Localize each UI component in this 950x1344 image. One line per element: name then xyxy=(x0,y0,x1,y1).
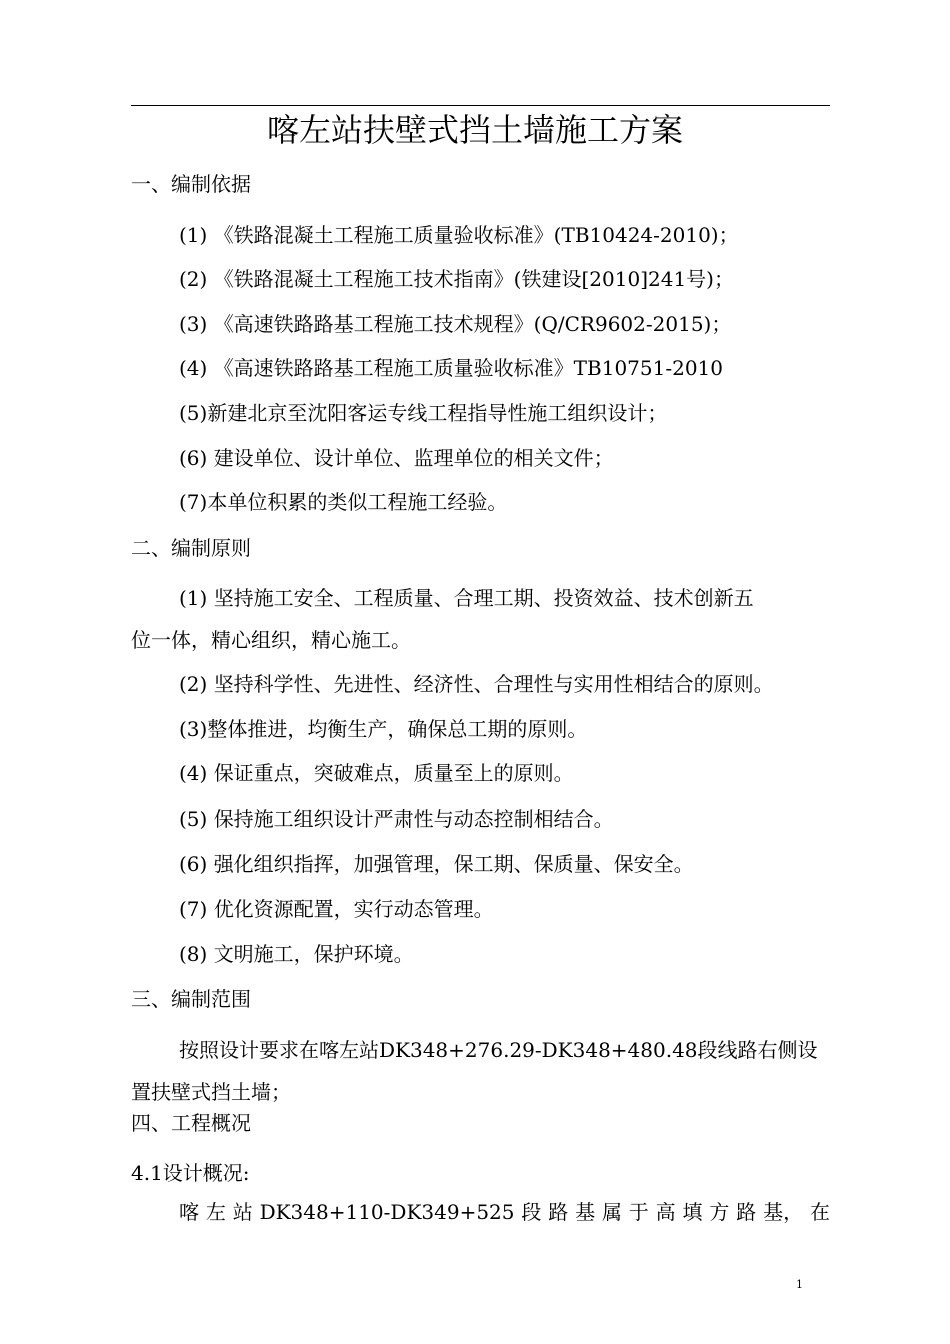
word: 站 xyxy=(232,1200,253,1224)
section-heading-scope: 三、编制范围 xyxy=(131,987,251,1011)
scope-paragraph-line: 置扶壁式挡土墙； xyxy=(131,1080,291,1104)
word: 高 xyxy=(655,1200,676,1224)
page-number: 1 xyxy=(796,1278,803,1291)
word: 填 xyxy=(682,1200,703,1224)
section-heading-principles: 二、编制原则 xyxy=(131,536,251,560)
principle-item-continuation: 位一体，精心组织，精心施工。 xyxy=(131,628,411,652)
word: 路 xyxy=(736,1200,757,1224)
principle-item: (2) 坚持科学性、先进性、经济性、合理性与实用性相结合的原则。 xyxy=(179,672,774,696)
principle-item: (3)整体推进，均衡生产，确保总工期的原则。 xyxy=(179,717,588,741)
basis-item: (5)新建北京至沈阳客运专线工程指导性施工组织设计； xyxy=(179,401,668,425)
word: DK348+110-DK349+525 xyxy=(259,1200,515,1224)
principle-item: (6) 强化组织指挥，加强管理，保工期、保质量、保安全。 xyxy=(179,852,694,876)
principle-item: (1) 坚持施工安全、工程质量、合理工期、投资效益、技术创新五 xyxy=(179,586,754,610)
basis-item: (2) 《铁路混凝土工程施工技术指南》(铁建设[2010]241号)； xyxy=(179,267,734,291)
word: 基 xyxy=(575,1200,596,1224)
basis-item: (7)本单位积累的类似工程施工经验。 xyxy=(179,490,508,514)
basis-item: (3) 《高速铁路路基工程施工技术规程》(Q/CR9602-2015)； xyxy=(179,312,732,336)
word: 基， xyxy=(763,1200,804,1224)
subsection-heading-design: 4.1设计概况: xyxy=(131,1161,250,1185)
basis-item: (6) 建设单位、设计单位、监理单位的相关文件； xyxy=(179,446,614,470)
basis-item: (4) 《高速铁路路基工程施工质量验收标准》TB10751-2010 xyxy=(179,356,724,380)
word: 方 xyxy=(709,1200,730,1224)
word: 在 xyxy=(809,1200,830,1224)
word: 属 xyxy=(601,1200,622,1224)
principle-item: (4) 保证重点，突破难点，质量至上的原则。 xyxy=(179,761,574,785)
page-title: 喀左站扶壁式挡土墙施工方案 xyxy=(266,111,683,149)
scope-paragraph-line: 按照设计要求在喀左站DK348+276.29-DK348+480.48段线路右侧设 xyxy=(179,1038,818,1062)
word: 路 xyxy=(548,1200,569,1224)
principle-item: (5) 保持施工组织设计严肃性与动态控制相结合。 xyxy=(179,807,614,831)
word: 喀 xyxy=(179,1200,199,1224)
section-heading-basis: 一、编制依据 xyxy=(131,172,251,196)
section-heading-overview: 四、工程概况 xyxy=(131,1111,251,1135)
principle-item: (8) 文明施工，保护环境。 xyxy=(179,942,414,966)
word: 左 xyxy=(205,1200,226,1224)
principle-item: (7) 优化资源配置，实行动态管理。 xyxy=(179,897,494,921)
overview-paragraph-line xyxy=(179,1198,830,1226)
word: 段 xyxy=(521,1200,542,1224)
word: 于 xyxy=(628,1200,649,1224)
header-rule xyxy=(131,105,830,106)
basis-item: (1) 《铁路混凝土工程施工质量验收标准》(TB10424-2010)； xyxy=(179,223,739,247)
